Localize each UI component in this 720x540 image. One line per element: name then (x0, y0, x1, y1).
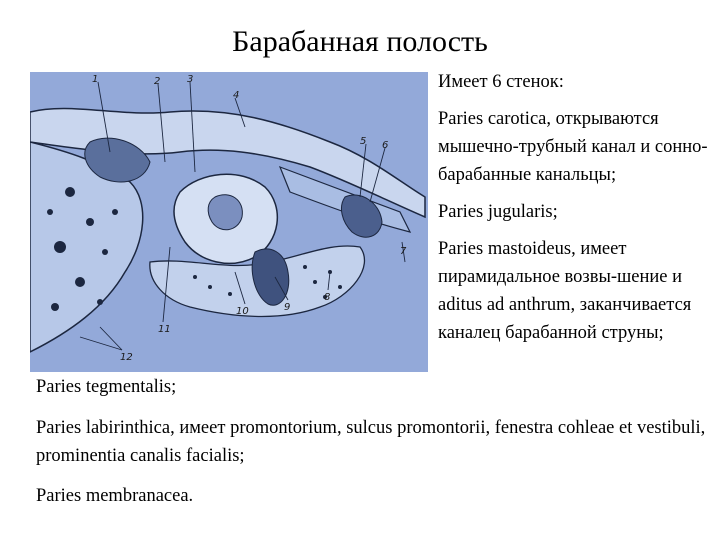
paries-carotica: Paries carotica, открываются мышечно-трубный канал и сонно-барабанные канальцы; (438, 109, 708, 185)
figure-label-7: 7 (400, 246, 407, 257)
figure-label-4: 4 (233, 90, 240, 101)
figure-label-5: 5 (360, 136, 367, 147)
figure-label-12: 12 (120, 352, 133, 363)
right-column-text (438, 68, 708, 356)
paries-tegmentalis: Paries tegmentalis; (36, 377, 177, 397)
paries-membranacea: Paries membranacea. (36, 486, 194, 506)
figure-label-2: 2 (154, 76, 161, 87)
paries-labirinthica: Paries labirinthica, имеет promontorium, sulcus promontorii, fenestra cohleae et vestibuli, prominentia canalis facialis; (36, 418, 706, 466)
figure-label-8: 8 (324, 292, 331, 303)
figure-label-6: 6 (382, 140, 389, 151)
figure-label-10: 10 (236, 306, 249, 317)
walls-count: Имеет 6 стенок: (438, 72, 564, 92)
figure-label-9: 9 (284, 302, 291, 313)
tympanic-cavity-illustration (30, 72, 428, 372)
figure-label-11: 11 (158, 324, 171, 335)
illustration-svg (30, 72, 428, 372)
bottom-text (36, 414, 712, 522)
paries-mastoideus: Paries mastoideus, имеет пирамидальное возвы-шение и aditus ad anthrum, заканчивается каналец барабанной струны; (438, 239, 692, 343)
dark-mass-right (341, 195, 382, 237)
paries-jugularis: Paries jugularis; (438, 202, 558, 222)
figure-label-3: 3 (187, 74, 194, 85)
figure-label-1: 1 (92, 74, 99, 85)
slide-title: Барабанная полость (232, 25, 488, 58)
